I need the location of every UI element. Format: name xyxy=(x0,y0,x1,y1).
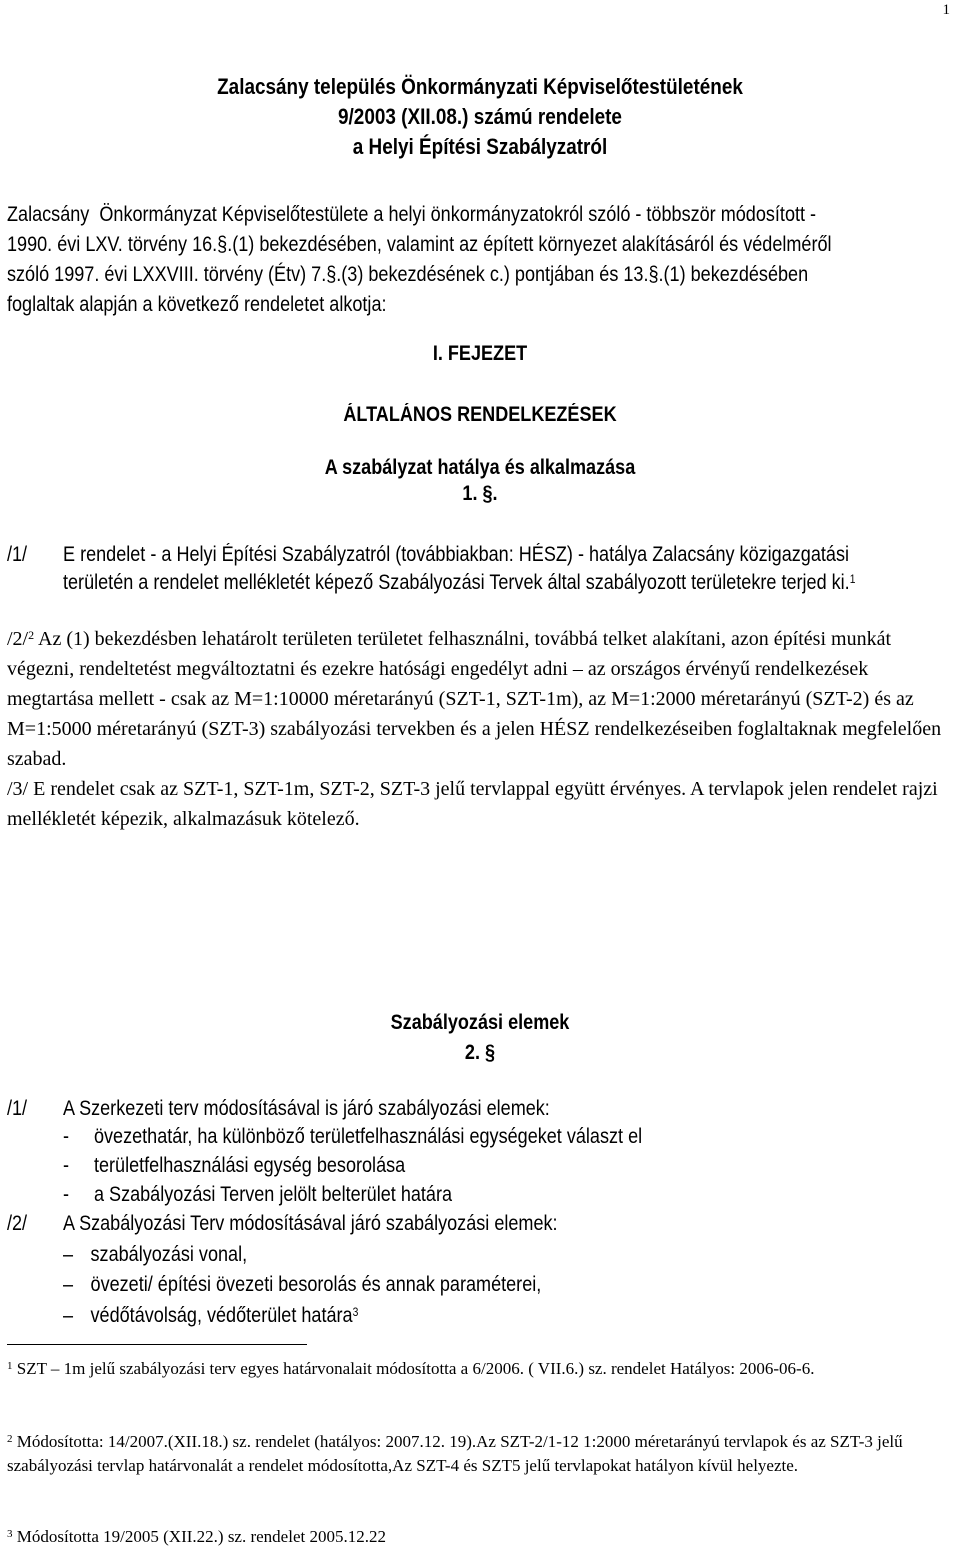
s1-p3 xyxy=(7,774,957,834)
s1-p2 xyxy=(7,624,957,774)
title-line-3: a Helyi Építési Szabályzatról xyxy=(352,134,608,159)
chapter-number: I. FEJEZET xyxy=(432,342,528,365)
s1-p3-text: /3/ E rendelet csak az SZT-1, SZT-1m, SZT-2, SZT-3 jelű tervlappal együtt érvényes. A tervlapok jelen rendelet rajzi mellékletét képezik, alkalmazásuk kötelező. xyxy=(7,778,938,830)
preamble xyxy=(7,200,953,320)
footnote-text: Módosította 19/2005 (XII.22.) sz. rendelet 2005.12.22 xyxy=(16,1527,386,1546)
preamble-line-1: Zalacsány Önkormányzat Képviselőtestülete a helyi önkormányzatokról szóló - többször módosított - xyxy=(7,203,817,226)
title-line-1: Zalacsány település Önkormányzati Képviselőtestületének xyxy=(217,74,743,99)
list-item: - területfelhasználási egység besorolása xyxy=(63,1154,406,1177)
s1-p1-line-1: E rendelet - a Helyi Építési Szabályzatról (továbbiakban: HÉSZ) - hatálya Zalacsány közigazgatási xyxy=(63,543,849,566)
list-item: - övezethatár, ha különböző területfelhasználási egységeket választ el xyxy=(63,1125,643,1148)
footnote-ref-1[interactable]: 1 xyxy=(849,572,856,586)
footnote-separator xyxy=(7,1344,307,1345)
s1-p1-line-2: területén a rendelet mellékletét képező Szabályozási Tervek által szabályozott területekre terjed ki.$^1$ xyxy=(63,571,856,594)
s1-p1-text xyxy=(63,541,960,597)
footnote-mark: 2 xyxy=(7,1433,13,1445)
footnote-mark: 1 xyxy=(7,1360,13,1372)
s2-p1-label: /1/ xyxy=(7,1097,28,1120)
section-1-marker: 1. §. xyxy=(462,482,498,505)
list-item: – védőtávolság, védőterület határa$^3$ xyxy=(63,1304,359,1327)
s1-p2-text: Az (1) bekezdésben lehatárolt területen területet felhasználni, továbbá telket alakítani, azon építési munkát végezni, rendeltetést megváltoztatni és ezekre hatósági engedélyt adni – az országos érvényű rendelkezések megtartása mellett - csak az M=1:10000 méretarányú (SZT-1, SZT-1m), az M=1:2000 méretarányú (SZT-2) és az M=1:5000 méretarányú (SZT-3) szabályozási tervekben és a jelen HÉSZ rendelkezéseiben foglaltaknak megfelelően szabad. xyxy=(7,628,942,770)
preamble-line-2: 1990. évi LXV. törvény 16.§.(1) bekezdésében, valamint az épített környezet alakításáról és védelméről xyxy=(7,233,832,256)
chapter-title: ÁLTALÁNOS RENDELKEZÉSEK xyxy=(343,403,617,426)
s2-p2-label: /2/ xyxy=(7,1212,28,1235)
footnote-2 xyxy=(7,1430,947,1478)
list-item: – szabályozási vonal, xyxy=(63,1243,248,1266)
footnote-text: SZT – 1m jelű szabályozási terv egyes határvonalait módosította a 6/2006. ( VII.6.) sz. rendelet Hatályos: 2006-06-6. xyxy=(16,1359,815,1378)
title-line-2: 9/2003 (XII.08.) számú rendelete xyxy=(338,104,622,129)
footnote-ref-3[interactable]: 3 xyxy=(352,1305,359,1319)
document-title xyxy=(67,72,893,162)
preamble-line-3: szóló 1997. évi LXXVIII. törvény (Étv) 7.§.(3) bekezdésének c.) pontjában és 13.§.(1) bekezdésében xyxy=(7,263,809,286)
chapter-subtitle: A szabályzat hatálya és alkalmazása xyxy=(324,456,636,479)
s1-p1-label: /1/ xyxy=(7,543,28,566)
list-item: - a Szabályozási Terven jelölt belterület határa xyxy=(63,1183,453,1206)
preamble-line-4: foglaltak alapján a következő rendeletet alkotja: xyxy=(7,293,387,316)
s2-p2-intro: A Szabályozási Terv módosításával járó szabályozási elemek: xyxy=(63,1212,558,1235)
section-2-heading: Szabályozási elemek xyxy=(390,1011,570,1034)
section-2-marker: 2. § xyxy=(464,1041,496,1064)
footnote-mark: 3 xyxy=(7,1528,13,1540)
footnote-ref-2[interactable]: 2 xyxy=(28,628,35,642)
footnote-text: Módosította: 14/2007.(XII.18.) sz. rendelet (hatályos: 2007.12. 19).Az SZT-2/1-12 1:2000 méretarányú tervlapok és az SZT-3 jelű szabályozási tervlap határvonalát a rendelet módosította,Az SZT-4 és SZT5 jelű tervlapokat hatályon kívül helyezte. xyxy=(7,1432,903,1475)
list-item: – övezeti/ építési övezeti besorolás és annak paraméterei, xyxy=(63,1273,542,1296)
s2-p1-intro: A Szerkezeti terv módosításával is járó szabályozási elemek: xyxy=(63,1097,550,1120)
footnote-1 xyxy=(7,1357,947,1381)
footnote-3 xyxy=(7,1525,947,1549)
s1-p2-label: /2/ xyxy=(7,628,29,650)
page-number: 1 xyxy=(942,2,950,18)
